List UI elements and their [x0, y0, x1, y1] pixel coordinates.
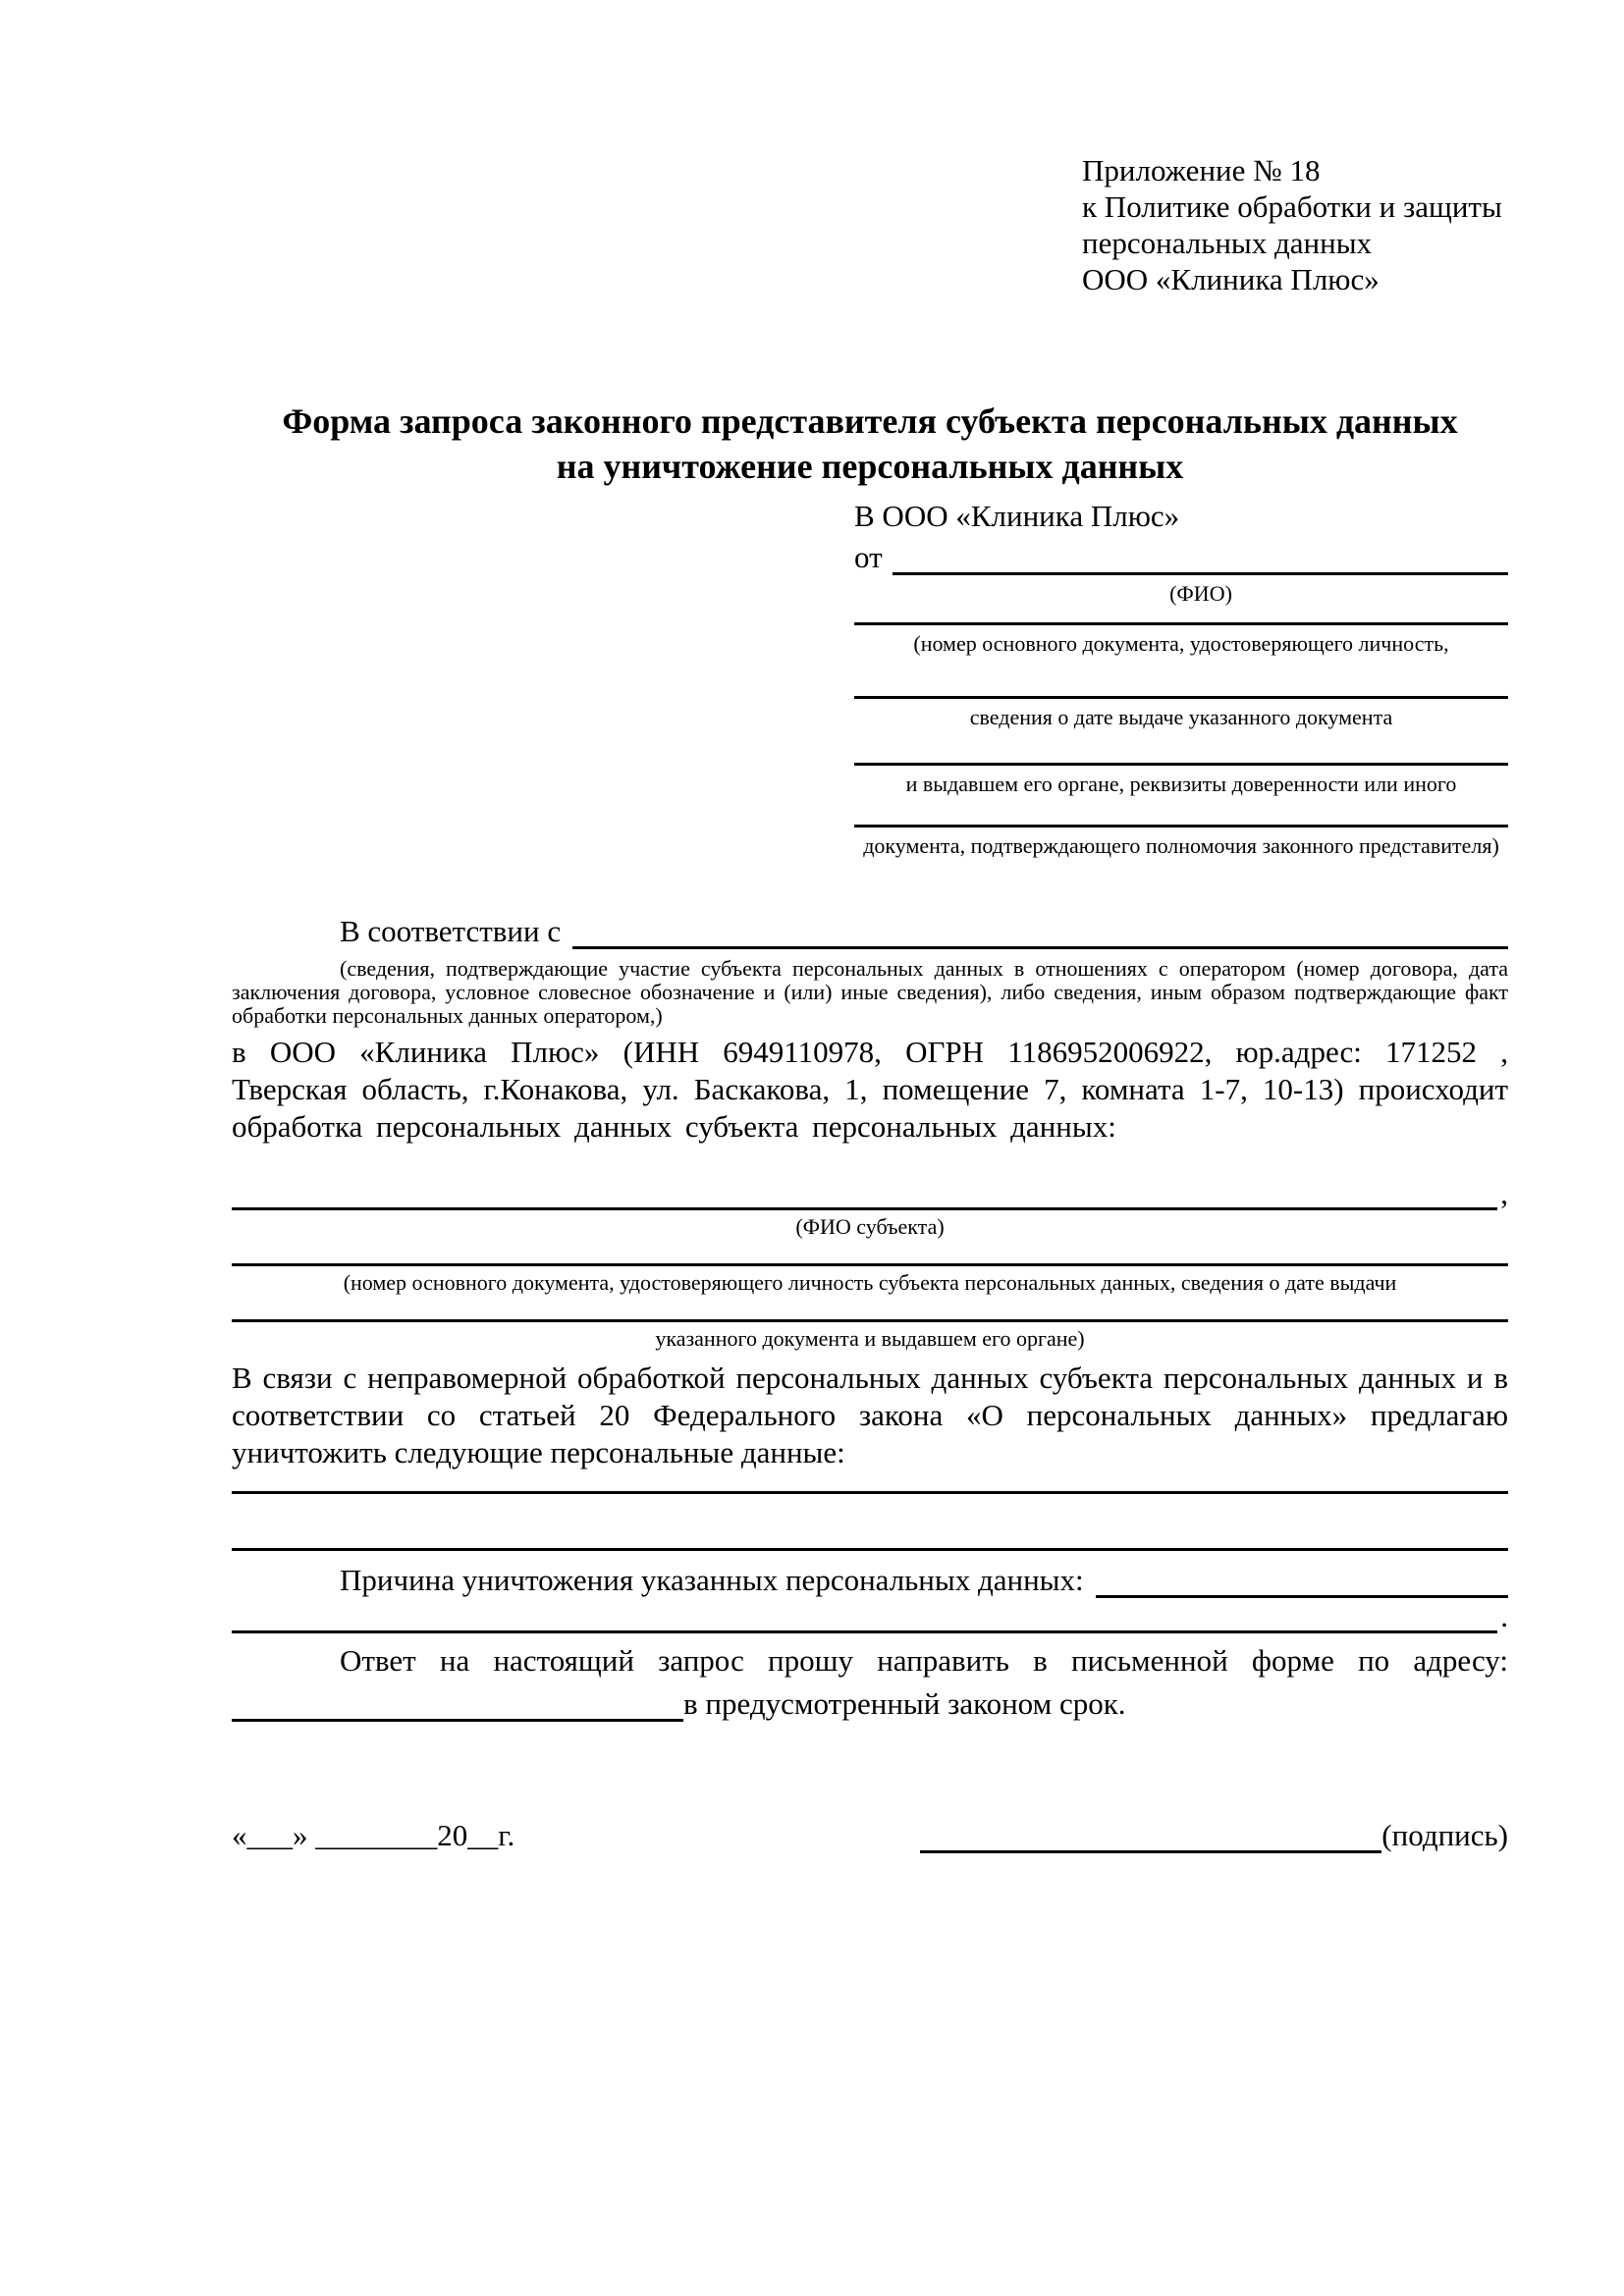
representative-doc-caption-4: документа, подтверждающего полномочия законного представителя): [863, 833, 1499, 858]
from-row: [854, 536, 1508, 575]
appendix-number: Приложение № 18: [1082, 153, 1321, 187]
representative-doc-group-4: [854, 825, 1508, 859]
accordance-row: [232, 910, 1508, 949]
data-to-destroy-field-1[interactable]: [232, 1491, 1508, 1494]
reason-field-1[interactable]: [1096, 1595, 1508, 1598]
document-title: [232, 399, 1508, 489]
signature-field[interactable]: [920, 1850, 1381, 1853]
signature-group: [920, 1817, 1508, 1853]
representative-doc-field-3[interactable]: [854, 763, 1508, 766]
subject-fio-suffix: ,: [1500, 1176, 1508, 1210]
representative-fio-field[interactable]: [893, 572, 1508, 575]
reason-label: Причина уничтожения указанных персональных данных:: [340, 1563, 1084, 1597]
subject-fio-caption: (ФИО субъекта): [795, 1214, 945, 1239]
appendix-policy-line2: персональных данных: [1082, 226, 1373, 260]
representative-doc-caption-2: сведения о дате выдаче указанного документа: [969, 705, 1393, 729]
document-title-line1: Форма запроса законного представителя субъекта персональных данных: [282, 401, 1458, 441]
request-paragraph: В связи с неправомерной обработкой персональных данных субъекта персональных данных и в соответствии со статьей 20 Федерального закона «О персональных данных» предлагаю уничтожить следующие персональные данные:: [232, 1361, 1508, 1469]
subject-doc-field-1[interactable]: [232, 1263, 1508, 1266]
date-field[interactable]: «___» ________20__г.: [232, 1818, 515, 1852]
appendix-company: ООО «Клиника Плюс»: [1082, 262, 1380, 296]
data-to-destroy-field-2[interactable]: [232, 1548, 1508, 1551]
subject-doc-caption-2: указанного документа и выдавшем его органе): [655, 1326, 1085, 1351]
accordance-field[interactable]: [572, 946, 1508, 949]
appendix-policy-line: к Политике обработки и защиты: [1082, 189, 1502, 224]
appendix-header: [1082, 152, 1508, 297]
representative-doc-group-1: [854, 622, 1508, 657]
representative-doc-caption-1: (номер основного документа, удостоверяющего личность,: [913, 631, 1449, 656]
subject-fio-field[interactable]: [232, 1207, 1497, 1210]
reply-address-row: [232, 1681, 1508, 1722]
signature-caption: (подпись): [1381, 1818, 1508, 1852]
representative-doc-group-2: [854, 696, 1508, 730]
operator-paragraph: в ООО «Клиника Плюс» (ИНН 6949110978, ОГРН 1186952006922, юр.адрес: 171252 , Тверская область, г.Конакова, ул. Баскакова, 1, помещение 7, комната 1-7, 10-13) происходит обработка персональных данных субъекта персональных данных:: [232, 1035, 1508, 1144]
representative-doc-caption-3: и выдавшем его органе, реквизиты доверенности или иного: [905, 772, 1457, 796]
subject-fio-row: [232, 1175, 1508, 1210]
reason-field-2[interactable]: [232, 1630, 1497, 1633]
representative-doc-field-4[interactable]: [854, 825, 1508, 828]
reason-row: [232, 1559, 1508, 1598]
accordance-footnote: (сведения, подтверждающие участие субъекта персональных данных в отношениях с оператором (номер договора, дата заключения договора, условное словесное обозначение и (или) иные сведения), либо сведения, иным образом подтверждающие факт обработки персональных данных оператором,): [232, 956, 1508, 1028]
reply-tail-text: в предусмотренный законом срок.: [683, 1686, 1126, 1721]
document-title-line2: на уничтожение персональных данных: [556, 447, 1184, 486]
accordance-label: В соответствии с: [340, 914, 562, 948]
footer-row: [232, 1812, 1508, 1853]
subject-doc-caption-1: (номер основного документа, удостоверяющего личность субъекта персональных данных, сведения о дате выдачи: [343, 1270, 1397, 1295]
addressee-company: В ООО «Клиника Плюс»: [854, 499, 1180, 533]
subject-doc-field-2[interactable]: [232, 1319, 1508, 1322]
addressee-block: [854, 497, 1508, 859]
from-label: от: [854, 540, 883, 574]
representative-doc-group-3: [854, 763, 1508, 797]
representative-doc-field-1[interactable]: [854, 622, 1508, 625]
representative-doc-field-2[interactable]: [854, 696, 1508, 699]
reason-continuation-row: [232, 1598, 1508, 1633]
reply-address-field[interactable]: [232, 1719, 683, 1722]
reply-paragraph: Ответ на настоящий запрос прошу направить в письменной форме по адресу:: [340, 1643, 1508, 1678]
reason-suffix: .: [1500, 1599, 1508, 1633]
fio-caption: (ФИО): [1169, 581, 1232, 606]
